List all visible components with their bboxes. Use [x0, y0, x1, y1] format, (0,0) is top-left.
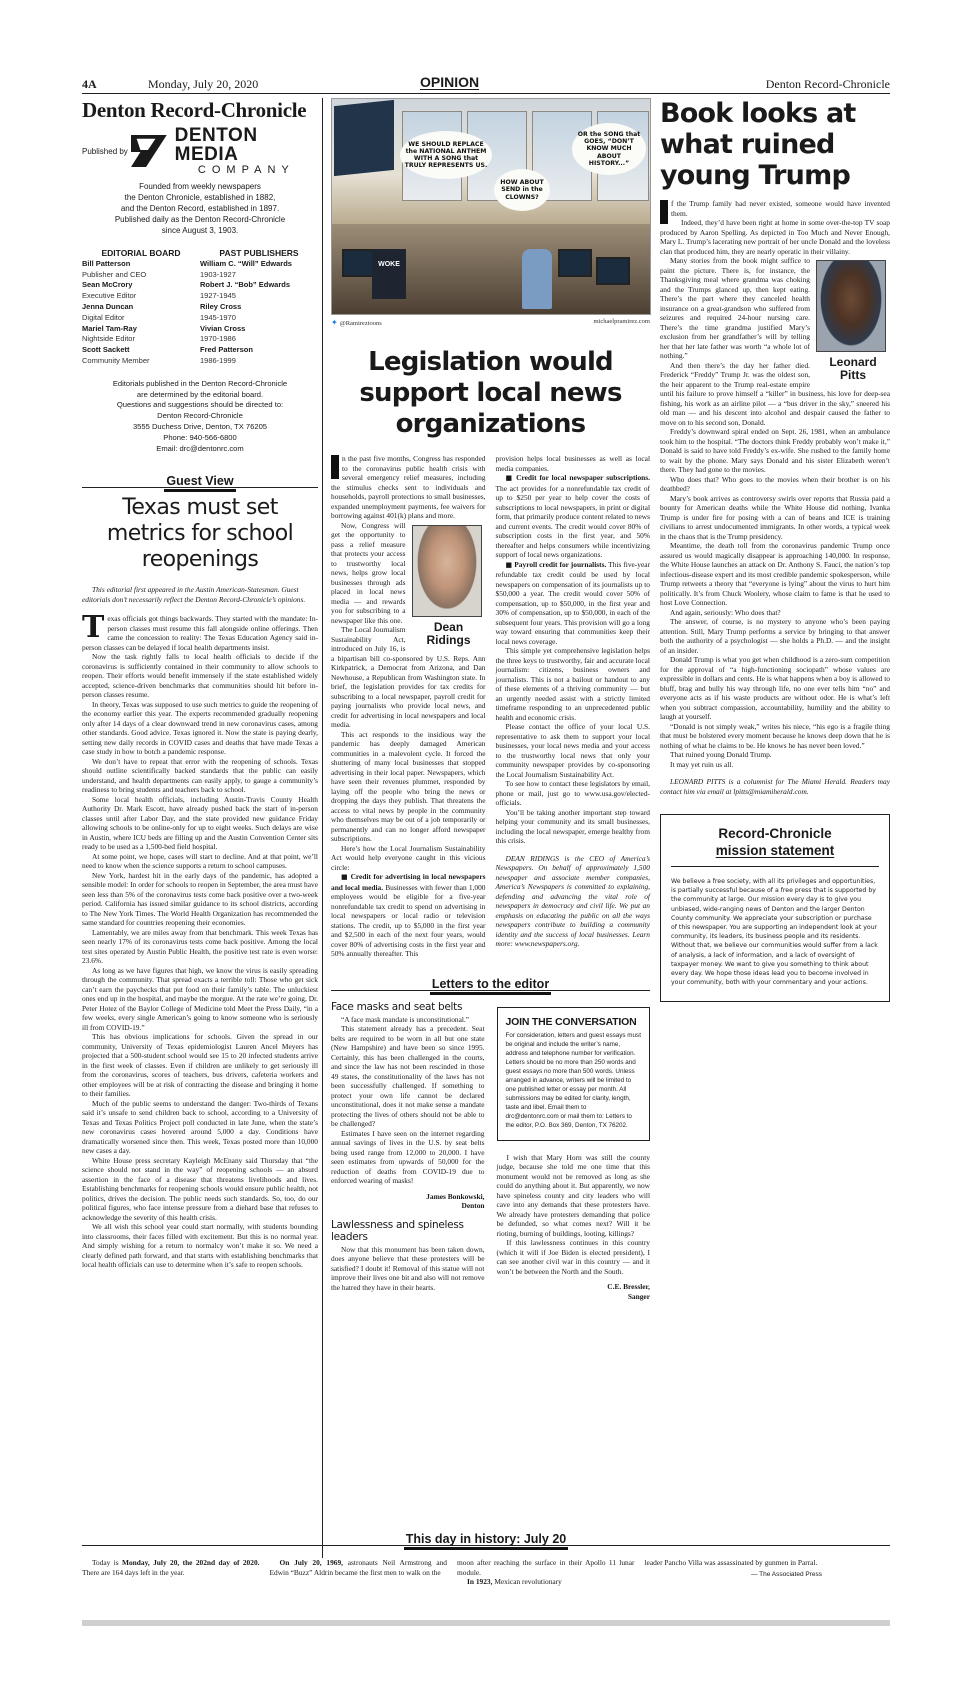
left-column — [82, 98, 318, 1270]
cartoon-credit: ✦ @Ramireztооns michaelpramirez.com — [331, 318, 650, 327]
guest-view-header: Guest View — [82, 470, 318, 488]
tv-screen — [334, 100, 394, 176]
letter-title: Lawlessness and spineless leaders — [331, 1218, 464, 1243]
newspaper-page — [82, 72, 890, 1672]
right-column — [660, 98, 890, 1002]
author-photo-leonard-pitts: Leonard Pitts — [816, 260, 890, 382]
middle-column — [322, 98, 650, 1558]
legislation-title: Legislation would support local news organizations — [359, 347, 622, 439]
legislation-body — [331, 451, 650, 959]
letters-header: Letters to the editor — [331, 973, 650, 991]
boards — [82, 248, 318, 367]
mission-statement-box: Record-Chronicle mission statement We believe a free society, with all its privileges and opportunities, is partially successful because of a free press that is supported by the community at large. Our mission every day is to give you unbiased, wide-ranging news of Denton and the larger Denton County community. We appreciate your subscription or purchase of this newspaper. You are supporting an independent look at your community, its leaders, its business people and its residents. Without that, we believe our communities would suffer from a lack of analysis, a lack of information, and a lack of oversight of taxpayer money. We want to give you something to think about every day. We hope those ideas lead you to become involved in your community, both with your commentary and your actions. — [660, 814, 890, 1002]
masthead-title: Denton Record-Chronicle — [82, 98, 307, 122]
page-date: Monday, July 20, 2020 — [148, 77, 259, 91]
letters-body — [331, 1001, 650, 1302]
guest-view-title: Texas must set metrics for school reopenings — [106, 495, 294, 573]
founded-text: Founded from weekly newspapers the Denton Chronicle, established in 1882, and the Denton Record, established in 1897. Published daily as the Denton Record-Chronicle since August 3, 1903. — [114, 182, 286, 235]
legislation-col-1: I n the past five months, Congress has responded to the coronavirus public health crisis with several emergency relief measures, including the stimulus checks sent to individuals and households, payroll protections to small businesses, expanded unemployment payments, fee waivers for borrowing against 401(k) plans and more. Dean Ridings Now, Congress will get the opportunity to pass a relief measure that protects your access to trustworthy local news, helps grow local businesses through ads placed in local news media — and rewards you for subscribing to a newspaper like this one. The Local Journalism Sustainability Act, introduced on July 16, is a bipartisan bill co-sponsored by U.S. Reps. Ann Kirkpatrick, a Democrat from Arizona, and Dan Newhouse, a Republican from Washington state. In brief, the legislation provides for tax credits for subscribing to a local newspaper, payroll credit for paying journalists who provide local news, and credit for advertising in local newspapers and local media. This act responds to the insidious way the pandemic has deeply damaged American communities in a malevolent cycle. It forced the shuttering of many local businesses that stopped advertising in their local paper. Newspapers, which have seen their revenues plummet, responded by laying off the people who bring the news or dropping the days they publish. That threatens the access to vital news by people in the community who themselves may be out of a job temporarily or permanently and can no longer afford newspaper subscriptions. Here’s how the Local Journalism Sustainability Act would help everyone caught in this vicious circle: ■ Credit for advertising in local newspapers and local media. Businesses with fewer than 1,000 employees would be eligible for a five-year nonrefundable tax credit to spend on advertising in local newspapers or local radio or television stations. The credit, up to $5,000 in the first year and $2,500 in each of the next four years, would cover 80% of advertising costs in the first year and 50% annually thereafter. This — [331, 451, 486, 958]
dropcap: I — [660, 196, 668, 226]
letter-signature: C.E. Bressler, Sanger — [607, 1282, 650, 1301]
join-conversation-box: JOIN THE CONVERSATION For consideration, letters and guest essays must be original and include the writer’s name, address and telephone number for verification. Letters should be no more than 250 words and guest essays no more than 500 words. Unless arranged in advance, writers will be limited to one published letter or essay per month. All submissions may be edited for clarity, length, taste and libel. Email them to drc@dentonrc.com or mail them to: Letters to the editor, P.O. Box 369, Denton, TX 76202. — [497, 1007, 651, 1141]
paper-name-header: Denton Record-Chronicle — [765, 77, 890, 91]
letter-title: Face masks and seat belts — [331, 1000, 463, 1013]
this-day-in-history — [82, 1528, 822, 1587]
speech-bubble: OR the SONG that GOES, “DON’T KNOW MUCH ABOUT HISTORY...” — [572, 123, 646, 175]
letters-col-2: JOIN THE CONVERSATION For consideration, letters and guest essays must be original and include the writer’s name, address and telephone number for verification. Letters should be no more than 250 words and guest essays no more than 500 words. Unless arranged in advance, writers will be limited to one published letter or essay per month. All submissions may be edited for clarity, length, taste and libel. Email them to drc@dentonrc.com or mail them to: Letters to the editor, P.O. Box 369, Denton, TX 76202. I wish that Mary Horn was still the county judge, because she told me one time that this monument would not be removed as long as she could do anything about it. But apparently, we now have spineless county and city leaders who will cave into any demands that these protesters have. We already have protesters demanding that police be defunded, so what comes next? Will it be rioting, burning of buildings, looting, killings? If this lawlessness continues in this country (which it will if Joe Biden is elected president), I can see another civil war in this country — and it won’t be between the North and the South. C.E. Bressler, Sanger — [497, 1001, 651, 1302]
author-tagline: LEONARD PITTS is a columnist for The Miami Herald. Readers may contact him via email at lpitts@miamiherald.com. — [660, 777, 890, 796]
author-tagline: DEAN RIDINGS is the CEO of America’s Newspapers. On behalf of approximately 1,500 newspaper and associate member companies, America’s Newspapers is committed to explaining, defending and advancing the vital role of newspapers in democracy and civil life. We put an emphasis on educating the public on all the ways newspapers contribute to building a community identity and the success of local businesses. Learn more: www.newspapers.org. — [495, 853, 650, 948]
page-number: 4A — [82, 77, 97, 91]
speech-bubble: HOW ABOUT SEND in the CLOWNS? — [494, 169, 550, 211]
woke-shirt: WOKE — [372, 249, 406, 299]
bullet-icon: ■ — [505, 560, 513, 569]
headshot — [412, 525, 482, 617]
pitts-body: I f the Trump family had never existed, someone would have invented them. Indeed, they’d have been right at home in some over-the-top TV soap produced by Aaron Spelling. As depicted in Too Much and Never Enough, Mary L. Trump’s lacerating new portrait of her uncle Donald and the loveless clan that produced him, they are nearly operatic in their villainy. Leonard Pitts Many stories from the book might suffice to paint the picture. There is, for instance, the Thanksgiving meal where grandma was choking and the Trumps glanced up, then kept eating. There’s the part where they canceled health insurance on a great-grandson who suffered from seizures and required 24-hour nursing care. There’s the time grandma justified Mary’s exclusion from her grandfather’s will by telling her that her late father was worth “a whole lot of nothing.” And then there’s the day her father died. Frederick “Freddy” Trump Jr. was the oldest son, the heir apparent to the Trump real-estate empire until his failure to prove himself a “killer” in business, his love for deep-sea fishing, his work as an airline pilot — a “bus driver in the sky,” sneered his old man — and his descent into alcohol and despair caused the father to move on to his second son, Donald. Freddy’s downward spiral ended on Sept. 26, 1981, when an ambulance took him to the hospital. “The doctors think Freddy probably won’t make it,” Donald is said to have told Freddy’s ex-wife. She rushed to the family home to wait by the phone. Mary says Donald and his sister Elizabeth weren’t there. They had gone to the movies. Who does that? Who goes to the movies when their brother is on his deathbed? Mary’s book arrives as controversy swirls over reports that Russia paid a bounty for American deaths while the White House did nothing, Ivanka Trump is under fire for posing with a can of beans and ICE is training civilians to arrest undocumented immigrants. In other words, a typical week in the chaos that is the Trump presidency. Meantime, the death toll from the coronavirus pandemic Trump once assured us would magically disappear is approaching 140,000. In response, the White House launches an attack on Dr. Anthony S. Fauci, the nation’s top infectious-disease expert and its most credible pandemic spokesperson, while Trump retweets a theory that “everyone is lying” about the virus to hurt him politically. It’s from Chuck Woolery, whose claim to fame is that he used to host Love Connection. And again, seriously: Who does that? The answer, of course, is no mystery to anyone who’s been paying attention. Still, Mary Trump performs a service by bringing to that answer both the authority of a psychologist — she holds a Ph.D. — and the insight of an insider. Donald Trump is what you get when childhood is a zero-sum competition for the approval of “a high-functioning sociopath” whose values are expressible in dollars and cents. He is what happens when a boy is allowed to bluff, brag and bully his way through life, no one ever tells him “no” and everyone acts as if his waste products are without odor. He is what’s left when you subtract compassion, accountability, humility and the ability to laugh at yourself. “Donald is not simply weak,” writes his niece, “his ego is a fragile thing that must be bolstered every moment because he knows deep down that he is nothing of what he claims to be. He knows he has never been loved.” That ruined young Donald Trump. It may yet ruin us all. LEONARD PITTS is a columnist for The Miami Herald. Readers may contact him via email at lpitts@miamiherald.com. — [660, 196, 890, 796]
pitts-title: Book looks at what ruined young Trump — [660, 98, 856, 191]
guest-view-intro: This editorial first appeared in the Austin American-Statesman. Guest editorials don’t necessarily reflect the Denton Record-Chronicle’s opinions. — [82, 585, 306, 604]
email-link[interactable]: Email: drc@dentonrc.com — [156, 443, 244, 453]
footer-bar — [82, 1620, 890, 1626]
letter-signature: James Bonkowski, Denton — [426, 1191, 485, 1210]
published-by-label: Published by — [82, 146, 128, 156]
bullet-icon: ■ — [505, 474, 514, 482]
cartoonist-website[interactable]: michaelpramirez.com — [593, 318, 650, 325]
legislation-col-2: provision helps local businesses as well as local media companies. ■ Credit for local newspaper subscriptions. The act provides for a nonrefundable tax credit of up to $250 per year to help cover the costs of subscriptions to local newspapers, in print or digital form, that primarily produce content related to news and current events. The credit would cover 80% of subscription costs in the first year, and 50% thereafter and helps consumers while incentivizing support of local news organizations. ■ Payroll credit for journalists. This five-year refundable tax credit could be used by local newspapers on compensation of its journalists up to $50,000 a year. The credit would cover 50% of compensation, up to $50,000, in the first year and 30% of compensation, up to $50,000, in each of the subsequent four years. This provision will go a long way toward ensuring that communities keep their local news coverage. This simple yet comprehensive legislation helps the three keys to trustworthy, fair and accurate local journalism: citizens, business owners and journalists. This is not a bailout or handout to any of these elements of a thriving community — but an urgently needed assist with a strictly limited timeframe responding to an unprecedented public health and economic crisis. Please contact the office of your local U.S. representative to ask them to support your local businesses, your local news media and your access to the trustworthy local news that only your community newspaper provides by co-sponsoring the Local Journalism Sustainability Act. To see how to contact these legislators by email, phone or mail, just go to www.usa.gov/elected-officials. You’ll be taking another important step toward helping your community and its small businesses, including the local newspaper, emerge healthy from this crisis. DEAN RIDINGS is the CEO of America’s Newspapers. On behalf of approximately 1,500 newspaper and associate member companies, America’s Newspapers is committed to explaining, defending and advancing the vital role of newspapers in democracy and civil life. We put an emphasis on educating the public on all the ways newspapers contribute to building a community identity and the success of local businesses. Learn more: www.newspapers.org. — [495, 454, 650, 948]
dropcap: I — [331, 451, 339, 481]
dropcap: T — [82, 610, 105, 646]
headshot — [816, 260, 886, 352]
bullet-icon: ■ — [341, 873, 349, 881]
contact-info: Editorials published in the Denton Record-Chronicle are determined by the editorial board. Questions and suggestions should be directed to: Denton Record-Chronicle 3555 Duchess Drive, Denton, TX 76205 Phone: 940-566-6800 Email: drc@dentonrc.com — [82, 379, 318, 455]
history-columns: Today is Monday, July 20, the 202nd day of 2020. There are 164 days left in the year. On July 20, 1969, astronauts Neil Armstrong and Edwin “Buzz” Aldrin became the first men to walk on the moon after reaching the surface in their Apollo 11 lunar module. In 1923, Mexican revolutionary leader Pancho Villa was assassinated by gunmen in Parral. — The Associated Press — [82, 1558, 822, 1586]
history-header: This day in history: July 20 — [82, 1528, 890, 1546]
guest-view-body: Texas officials got things backwards. They started with the mandate: In-person classes must resume this fall alongside online offerings. Then came the concession to reality: The Texas Education Agency said in-person classes can be delayed if local health departments insist. Now the task rightly falls to local health officials to decide if the coronavirus is sufficiently contained in their community to allow schools to reopen. Their efforts would benefit immensely if the state established widely accepted, science-driven benchmarks that communities should hit before in-person classes resume. In theory, Texas was supposed to use such metrics to guide the reopening of the economy earlier this year. The experts recommended gradually reopening only after 14 days of a clear downward trend in new coronavirus cases, among other standards. Good advice. Texas ignored it. Now the state is paying dearly, setting new daily records in COVID cases and deaths that have made Texas a case study in how to botch a pandemic response. We don’t have to repeat that error with the reopening of schools. Texas should outline scientifically backed standards that the public can easily understand, and health departments can easily apply, to gauge a community’s readiness to bring students and teachers back to school. Some local health officials, including Austin-Travis County Health Authority Dr. Mark Escott, have already pushed back the start of in-person classes until after Labor Day, and the state provided new guidance Friday allowing schools to be online-only for up to eight weeks. Such delays are wise in Austin, where ICU beds are filling up and the Austin Convention Center sits ready to be used as a 1,500-bed field hospital. At some point, we hope, cases will start to decline. And at that point, we’ll need to know when the science supports a return to school campuses. New York, hardest hit in the early days of the pandemic, has adopted a sensible model: In order for schools to reopen in September, the area must have seen less than 5% of the coronavirus tests come back positive over a two-week period. California has issued similar guidance to its school districts, according to The New York Times. The World Health Organization has recommended the same standard for countries reopening their economies. Lamentably, we are miles away from that benchmark. This week Texas has seen nearly 17% of its coronavirus tests come back positive. Among the local test sites operated by Austin Public Health, the positive test rate is even worse: 23.6%. As long as we have figures that high, we know the virus is easily spreading through the community. That spread exacts a terrible toll: Those who get sick can’t earn the paychecks that put food on their family’s table. The unluckiest ones end up in the hospital, and maybe the morgue. At the rate we’re going, Dr. Peter Hotez of the Baylor College of Medicine told Meet the Press Daily, “in a few weeks, every single American’s going to know someone who is seriously ill from COVID-19.” This has obvious implications for schools. Given the spread in our community, University of Texas epidemiologist Lauren Ancel Meyers has projected that a 500-student school would see 15 to 20 infected students arrive in the first week of classes. Even if children are unlikely to get seriously ill from the coronavirus, scores of teachers, bus drivers, cafeteria workers and other employees will be at risk of contracting the disease and bringing it home to their families. Much of the public seems to understand the danger: Two-thirds of Texans said it’s unsafe to send children back to school, according to a University of Texas and Texas Politics Project poll conducted in late June, when the state’s new coronavirus cases hovered around 5,000 a day. Conditions have dramatically worsened since then. This week, Texas posted more than 10,000 new cases a day. White House press secretary Kayleigh McEnany said Thursday that “the science should not stand in the way” of reopening schools — an absurd assertion in the face of a disease that threatens livelihoods and lives. Establishing benchmarks for reopening schools would ensure public health, not politics, drives the decision. The public needs such standards. So, too, do our political figures, who face intense pressure from a diehard base that refuses to acknowledge the severity of this health crisis. We all wish this school year could start normally, with students bounding into classrooms, their faces filled with excitement. But this is no normal year. And simply wishing for a return to normalcy won’t make it so. We need a clearly defined path forward, and that starts with establishing benchmarks that local health officials can use to determine when it’s safe to reopen schools. — [82, 610, 318, 1270]
page-header — [82, 72, 890, 94]
twitter-icon: ✦ — [331, 318, 338, 327]
section-label: OPINION — [420, 74, 480, 90]
author-photo-dean-ridings: Dean Ridings — [412, 525, 486, 647]
publisher-row — [82, 124, 318, 176]
letters-col-1: Face masks and seat belts “A face mask mandate is unconstitutional.” This statement already has a precedent. Seat belts are required to be worn in all but one state (New Hampshire) and have been so since 1995. Certainly, this has been challenged in the courts, and since the law has not been rescinded in those 49 states, the constitutionality of the laws has not been successfully challenged. If something to protect your own life cannot be declared unconstitutional, does it not make sense a mandate protecting the lives of others should not be able to be challenged? Estimates I have seen on the internet regarding annual savings of lives in the U.S. by seat belts being used range from 12,000 to 20,000. I have seen estimates from upwards of 50,000 for the reduction of deaths from COVID-19 due to enforced wearing of masks! James Bonkowski, Denton Lawlessness and spineless leaders Now that this monument has been taken down, does anyone believe that these protesters will be satisfied? I doubt it! Removal of this statue will not improve their lives one bit and also will not remove the hatred they have in their hearts. — [331, 1000, 485, 1292]
speech-bubble: WE SHOULD REPLACE the NATIONAL ANTHEM WITH A SONG that TRULY REPRESENTS US. — [400, 131, 492, 179]
past-publishers: PAST PUBLISHERS William C. “Will” Edwards 1903-1927 Robert J. “Bob” Edwards 1927-1945 Riley Cross 1945-1970 Vivian Cross 1970-1986 Fred Patterson 1986-1999 — [200, 248, 299, 365]
denton-media-logo-icon — [131, 134, 167, 168]
editorial-board: EDITORIAL BOARD Bill Patterson Publisher and CEO Sean McCrory Executive Editor Jenna Duncan Digital Editor Mariel Tam-Ray Nightside Editor Scott Sackett Community Member — [82, 248, 181, 365]
editorial-cartoon — [331, 98, 651, 315]
company-wordmark: DENTON MEDIA COMPANY — [174, 124, 295, 176]
